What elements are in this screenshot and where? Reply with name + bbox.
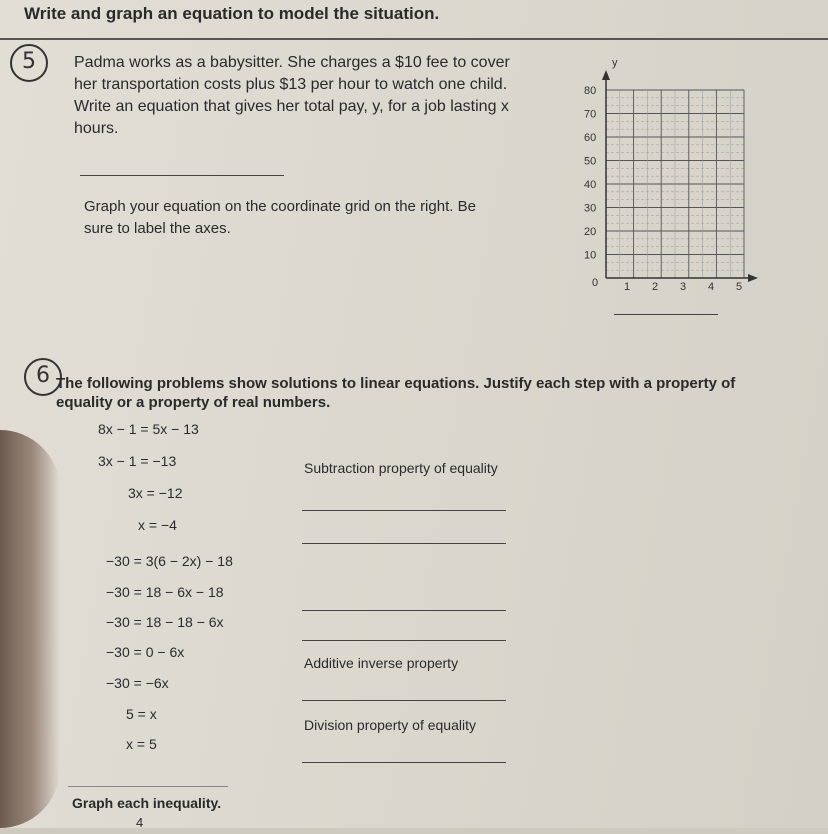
finger-shadow xyxy=(0,430,60,828)
y-tick-label: 30 xyxy=(584,202,597,215)
x-tick-labels xyxy=(592,277,742,293)
step-justification: Subtraction property of equality xyxy=(304,460,498,476)
x-axis-arrow xyxy=(748,274,758,282)
y-axis-arrow xyxy=(602,70,610,80)
problem-5-instruction: Graph your equation on the coordinate grid on the right. Be sure to label the axes. xyxy=(84,198,476,237)
step-equation: −30 = 18 − 18 − 6x xyxy=(106,614,224,630)
x-tick-label: 0 xyxy=(592,277,599,289)
step-equation: 5 = x xyxy=(126,706,157,722)
y-tick-label: 20 xyxy=(584,226,597,238)
problem-6-intro: The following problems show solutions to linear equations. Justify each step with a property of equality or a property of real numbers. xyxy=(56,375,736,411)
heading-rule xyxy=(0,38,828,40)
step-equation: x = 5 xyxy=(126,736,157,752)
step-equation: −30 = 0 − 6x xyxy=(106,644,185,660)
y-tick-label: 50 xyxy=(584,155,597,168)
y-tick-label: 60 xyxy=(584,132,597,144)
footer-rule xyxy=(68,786,228,787)
x-tick-label: 5 xyxy=(736,281,743,293)
justification-blank-line[interactable] xyxy=(302,762,506,763)
inequality-partial-number: 4 xyxy=(136,815,144,830)
step-equation: −30 = 3(6 − 2x) − 18 xyxy=(106,553,233,569)
coordinate-grid[interactable] xyxy=(560,50,780,320)
x-tick-label: 1 xyxy=(624,281,631,293)
step-justification: Division property of equality xyxy=(304,717,476,733)
justification-blank-line[interactable] xyxy=(302,610,506,611)
step-equation: −30 = −6x xyxy=(106,675,169,691)
y-tick-label: 10 xyxy=(584,249,597,262)
grid-lines xyxy=(606,90,744,278)
justification-blank-line[interactable] xyxy=(302,543,506,544)
step-equation: 3x − 1 = −13 xyxy=(98,453,177,469)
step-justification: Additive inverse property xyxy=(304,655,459,671)
y-tick-label: 40 xyxy=(584,179,597,191)
x-axis-label-line[interactable] xyxy=(614,314,718,315)
step-equation: 8x − 1 = 5x − 13 xyxy=(98,421,199,437)
equation-answer-line[interactable] xyxy=(80,175,284,176)
y-tick-labels xyxy=(584,85,596,262)
problem-5-text: Padma works as a babysitter. She charges a $10 fee to cover her transportation costs plus $13 per hour to watch one child. Write an equation that gives her total pay, y, for a job lasting x hours. xyxy=(74,54,510,137)
step-equation: x = −4 xyxy=(138,517,177,533)
x-tick-label: 2 xyxy=(652,281,659,293)
y-tick-label: 80 xyxy=(584,85,597,97)
step-equation: 3x = −12 xyxy=(128,485,183,501)
x-tick-label: 4 xyxy=(708,281,715,293)
y-tick-label: 70 xyxy=(584,108,597,121)
problem-6-number: 6 xyxy=(24,358,62,396)
justification-blank-line[interactable] xyxy=(302,700,506,701)
y-axis-label: y xyxy=(612,57,618,69)
inequality-heading: Graph each inequality. xyxy=(72,795,222,811)
justification-blank-line[interactable] xyxy=(302,510,506,511)
page-heading: Write and graph an equation to model the situation. xyxy=(24,4,440,23)
problem-5-number: 5 xyxy=(10,44,48,82)
justification-blank-line[interactable] xyxy=(302,640,506,641)
step-equation: −30 = 18 − 6x − 18 xyxy=(106,584,224,600)
x-tick-label: 3 xyxy=(680,281,687,293)
